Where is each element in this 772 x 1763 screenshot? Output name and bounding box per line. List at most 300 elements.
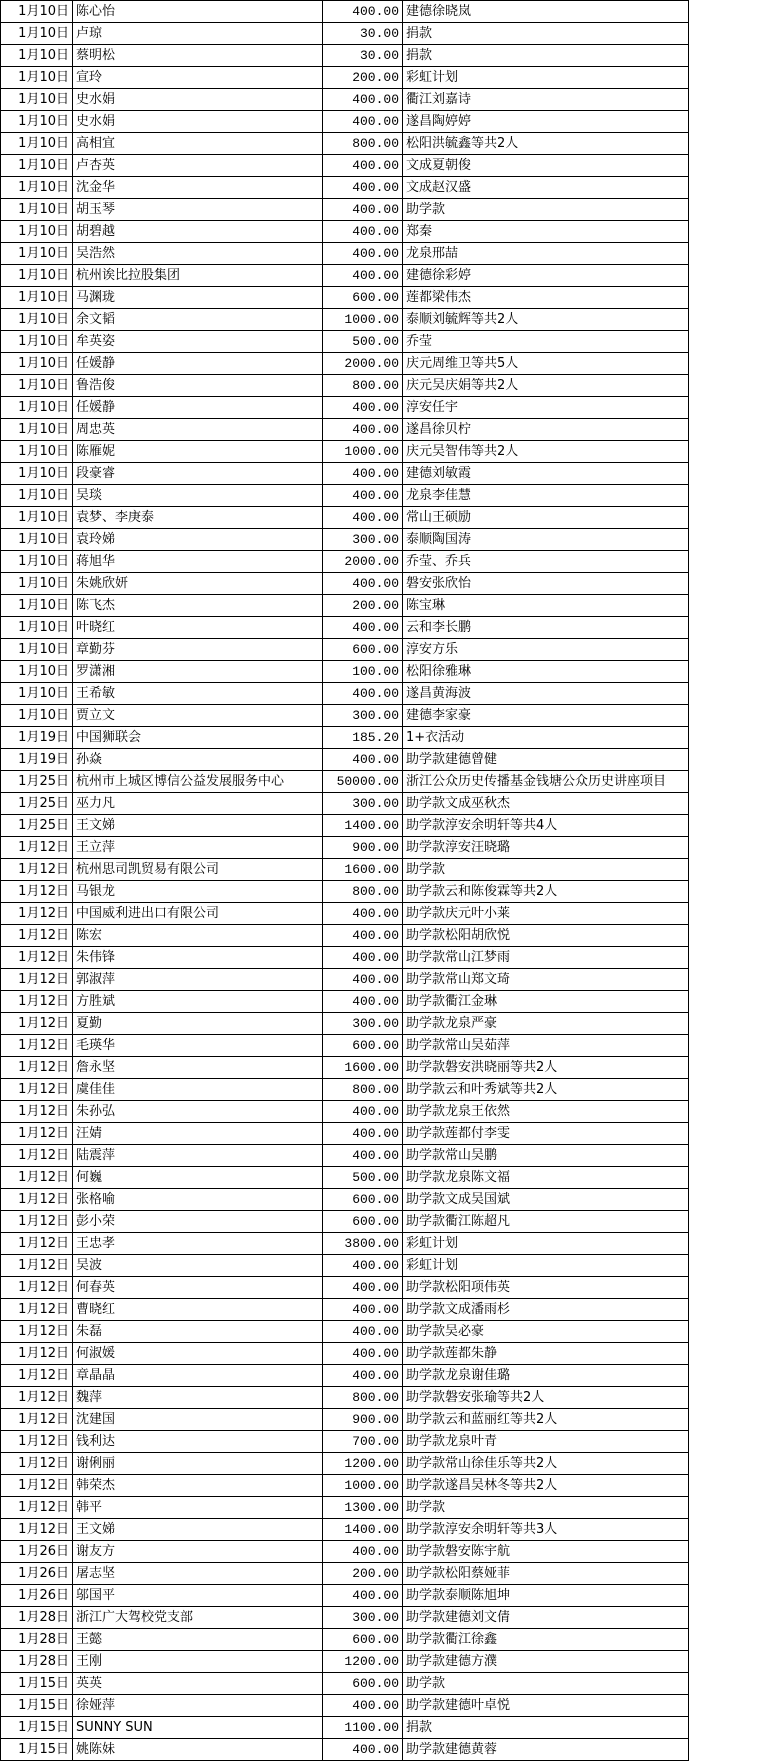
note-cell: 庆元周维卫等共5人 <box>403 353 689 375</box>
date-cell: 1月12日 <box>1 1211 73 1233</box>
date-cell: 1月10日 <box>1 67 73 89</box>
donor-name-cell: 朱伟锋 <box>73 947 323 969</box>
note-cell: 磐安张欣怡 <box>403 573 689 595</box>
date-cell: 1月10日 <box>1 397 73 419</box>
date-cell: 1月15日 <box>1 1673 73 1695</box>
note-cell: 庆元吴智伟等共2人 <box>403 441 689 463</box>
table-row <box>1 1211 689 1233</box>
amount-cell: 400.00 <box>323 155 403 177</box>
donor-name-cell: 陆震萍 <box>73 1145 323 1167</box>
table-row <box>1 507 689 529</box>
amount-cell: 500.00 <box>323 1167 403 1189</box>
table-row <box>1 1035 689 1057</box>
note-cell: 助学款衢江陈超凡 <box>403 1211 689 1233</box>
amount-cell: 300.00 <box>323 705 403 727</box>
note-cell: 莲都梁伟杰 <box>403 287 689 309</box>
amount-cell: 1400.00 <box>323 815 403 837</box>
date-cell: 1月12日 <box>1 1101 73 1123</box>
donor-name-cell: 宣玲 <box>73 67 323 89</box>
table-row <box>1 551 689 573</box>
table-row <box>1 1057 689 1079</box>
donor-name-cell: 魏萍 <box>73 1387 323 1409</box>
date-cell: 1月25日 <box>1 815 73 837</box>
amount-cell: 1000.00 <box>323 1475 403 1497</box>
donor-name-cell: 何淑媛 <box>73 1343 323 1365</box>
amount-cell: 400.00 <box>323 243 403 265</box>
donor-name-cell: 朱孙弘 <box>73 1101 323 1123</box>
donor-name-cell: 英英 <box>73 1673 323 1695</box>
table-row <box>1 397 689 419</box>
date-cell: 1月10日 <box>1 551 73 573</box>
table-row <box>1 727 689 749</box>
donor-name-cell: 马银龙 <box>73 881 323 903</box>
date-cell: 1月10日 <box>1 89 73 111</box>
amount-cell: 50000.00 <box>323 771 403 793</box>
table-row <box>1 419 689 441</box>
date-cell: 1月12日 <box>1 1409 73 1431</box>
note-cell: 龙泉邢喆 <box>403 243 689 265</box>
amount-cell: 400.00 <box>323 1255 403 1277</box>
table-row <box>1 1453 689 1475</box>
date-cell: 1月12日 <box>1 837 73 859</box>
note-cell: 助学款建德曾健 <box>403 749 689 771</box>
donor-name-cell: 马渊珑 <box>73 287 323 309</box>
donor-name-cell: 韩平 <box>73 1497 323 1519</box>
note-cell: 助学款 <box>403 199 689 221</box>
table-row <box>1 1123 689 1145</box>
date-cell: 1月10日 <box>1 155 73 177</box>
note-cell: 助学款衢江金琳 <box>403 991 689 1013</box>
donor-name-cell: SUNNY SUN <box>73 1717 323 1739</box>
date-cell: 1月10日 <box>1 529 73 551</box>
note-cell: 助学款云和蓝丽红等共2人 <box>403 1409 689 1431</box>
table-row <box>1 1695 689 1717</box>
amount-cell: 900.00 <box>323 1409 403 1431</box>
amount-cell: 400.00 <box>323 463 403 485</box>
amount-cell: 400.00 <box>323 199 403 221</box>
note-cell: 彩虹计划 <box>403 67 689 89</box>
donor-name-cell: 陈心怡 <box>73 1 323 23</box>
note-cell: 助学款庆元叶小莱 <box>403 903 689 925</box>
donor-name-cell: 杭州思司凯贸易有限公司 <box>73 859 323 881</box>
table-row <box>1 133 689 155</box>
date-cell: 1月10日 <box>1 177 73 199</box>
amount-cell: 400.00 <box>323 1343 403 1365</box>
donor-name-cell: 中国威利进出口有限公司 <box>73 903 323 925</box>
donation-table-body <box>1 1 689 1761</box>
donor-name-cell: 孙焱 <box>73 749 323 771</box>
table-row <box>1 595 689 617</box>
note-cell: 助学款淳安余明轩等共4人 <box>403 815 689 837</box>
amount-cell: 300.00 <box>323 529 403 551</box>
date-cell: 1月12日 <box>1 903 73 925</box>
donor-name-cell: 郭淑萍 <box>73 969 323 991</box>
date-cell: 1月12日 <box>1 947 73 969</box>
donor-name-cell: 卢杏英 <box>73 155 323 177</box>
date-cell: 1月10日 <box>1 221 73 243</box>
donor-name-cell: 王希敏 <box>73 683 323 705</box>
date-cell: 1月10日 <box>1 683 73 705</box>
amount-cell: 400.00 <box>323 397 403 419</box>
table-row <box>1 1673 689 1695</box>
note-cell: 助学款云和叶秀斌等共2人 <box>403 1079 689 1101</box>
amount-cell: 800.00 <box>323 881 403 903</box>
date-cell: 1月19日 <box>1 727 73 749</box>
date-cell: 1月26日 <box>1 1541 73 1563</box>
amount-cell: 600.00 <box>323 1629 403 1651</box>
amount-cell: 700.00 <box>323 1431 403 1453</box>
table-row <box>1 89 689 111</box>
note-cell: 文成赵汉盛 <box>403 177 689 199</box>
note-cell: 浙江公众历史传播基金钱塘公众历史讲座项目 <box>403 771 689 793</box>
table-row <box>1 1739 689 1761</box>
note-cell: 助学款磐安洪晓丽等共2人 <box>403 1057 689 1079</box>
date-cell: 1月10日 <box>1 617 73 639</box>
table-row <box>1 1475 689 1497</box>
note-cell: 彩虹计划 <box>403 1233 689 1255</box>
table-row <box>1 925 689 947</box>
date-cell: 1月10日 <box>1 441 73 463</box>
note-cell: 助学款淳安汪晓璐 <box>403 837 689 859</box>
date-cell: 1月10日 <box>1 23 73 45</box>
date-cell: 1月10日 <box>1 463 73 485</box>
amount-cell: 1600.00 <box>323 859 403 881</box>
donor-name-cell: 徐娅萍 <box>73 1695 323 1717</box>
date-cell: 1月12日 <box>1 1035 73 1057</box>
amount-cell: 500.00 <box>323 331 403 353</box>
table-row <box>1 1387 689 1409</box>
table-row <box>1 375 689 397</box>
note-cell: 建德徐晓岚 <box>403 1 689 23</box>
note-cell: 助学款吴必豪 <box>403 1321 689 1343</box>
table-row <box>1 45 689 67</box>
date-cell: 1月10日 <box>1 573 73 595</box>
table-row <box>1 573 689 595</box>
note-cell: 助学款云和陈俊霖等共2人 <box>403 881 689 903</box>
donor-name-cell: 陈飞杰 <box>73 595 323 617</box>
table-row <box>1 155 689 177</box>
table-row <box>1 1145 689 1167</box>
amount-cell: 400.00 <box>323 1739 403 1761</box>
note-cell: 助学款龙泉严豪 <box>403 1013 689 1035</box>
amount-cell: 2000.00 <box>323 353 403 375</box>
amount-cell: 200.00 <box>323 1563 403 1585</box>
note-cell: 建德徐彩婷 <box>403 265 689 287</box>
date-cell: 1月12日 <box>1 1475 73 1497</box>
donor-name-cell: 屠志坚 <box>73 1563 323 1585</box>
note-cell: 庆元吴庆娟等共2人 <box>403 375 689 397</box>
amount-cell: 800.00 <box>323 133 403 155</box>
date-cell: 1月12日 <box>1 1013 73 1035</box>
amount-cell: 600.00 <box>323 287 403 309</box>
donor-name-cell: 吴波 <box>73 1255 323 1277</box>
donor-name-cell: 沈金华 <box>73 177 323 199</box>
amount-cell: 600.00 <box>323 1035 403 1057</box>
donor-name-cell: 谢友方 <box>73 1541 323 1563</box>
note-cell: 助学款常山江梦雨 <box>403 947 689 969</box>
date-cell: 1月10日 <box>1 309 73 331</box>
date-cell: 1月10日 <box>1 639 73 661</box>
date-cell: 1月12日 <box>1 1057 73 1079</box>
donor-name-cell: 詹永坚 <box>73 1057 323 1079</box>
table-row <box>1 705 689 727</box>
note-cell: 助学款松阳胡欣悦 <box>403 925 689 947</box>
donor-name-cell: 王文娣 <box>73 1519 323 1541</box>
donor-name-cell: 蔡明松 <box>73 45 323 67</box>
date-cell: 1月12日 <box>1 859 73 881</box>
amount-cell: 600.00 <box>323 1211 403 1233</box>
date-cell: 1月10日 <box>1 353 73 375</box>
amount-cell: 400.00 <box>323 947 403 969</box>
date-cell: 1月12日 <box>1 1277 73 1299</box>
date-cell: 1月12日 <box>1 1123 73 1145</box>
date-cell: 1月12日 <box>1 1387 73 1409</box>
donor-name-cell: 谢俐丽 <box>73 1453 323 1475</box>
amount-cell: 400.00 <box>323 177 403 199</box>
note-cell: 助学款 <box>403 1497 689 1519</box>
amount-cell: 400.00 <box>323 925 403 947</box>
note-cell: 泰顺刘毓辉等共2人 <box>403 309 689 331</box>
amount-cell: 1600.00 <box>323 1057 403 1079</box>
donor-name-cell: 何巍 <box>73 1167 323 1189</box>
amount-cell: 800.00 <box>323 375 403 397</box>
date-cell: 1月10日 <box>1 331 73 353</box>
date-cell: 1月10日 <box>1 419 73 441</box>
date-cell: 1月12日 <box>1 881 73 903</box>
table-row <box>1 309 689 331</box>
note-cell: 助学款龙泉王依然 <box>403 1101 689 1123</box>
date-cell: 1月10日 <box>1 199 73 221</box>
date-cell: 1月12日 <box>1 991 73 1013</box>
date-cell: 1月15日 <box>1 1695 73 1717</box>
note-cell: 助学款常山郑文琦 <box>403 969 689 991</box>
date-cell: 1月19日 <box>1 749 73 771</box>
date-cell: 1月10日 <box>1 705 73 727</box>
date-cell: 1月28日 <box>1 1629 73 1651</box>
table-row <box>1 1013 689 1035</box>
donor-name-cell: 胡玉琴 <box>73 199 323 221</box>
note-cell: 助学款建德方濮 <box>403 1651 689 1673</box>
table-row <box>1 1 689 23</box>
date-cell: 1月10日 <box>1 243 73 265</box>
note-cell: 泰顺陶国涛 <box>403 529 689 551</box>
table-row <box>1 1233 689 1255</box>
note-cell: 衢江刘嘉诗 <box>403 89 689 111</box>
donor-name-cell: 钱利达 <box>73 1431 323 1453</box>
amount-cell: 400.00 <box>323 265 403 287</box>
donor-name-cell: 余文韬 <box>73 309 323 331</box>
note-cell: 助学款松阳项伟英 <box>403 1277 689 1299</box>
table-row <box>1 1607 689 1629</box>
amount-cell: 2000.00 <box>323 551 403 573</box>
donor-name-cell: 叶晓红 <box>73 617 323 639</box>
note-cell: 助学款遂昌吴林冬等共2人 <box>403 1475 689 1497</box>
table-row <box>1 353 689 375</box>
date-cell: 1月10日 <box>1 595 73 617</box>
date-cell: 1月12日 <box>1 1189 73 1211</box>
note-cell: 助学款文成巫秋杰 <box>403 793 689 815</box>
amount-cell: 1300.00 <box>323 1497 403 1519</box>
donor-name-cell: 沈建国 <box>73 1409 323 1431</box>
note-cell: 云和李长鹏 <box>403 617 689 639</box>
note-cell: 遂昌徐贝柠 <box>403 419 689 441</box>
date-cell: 1月12日 <box>1 925 73 947</box>
note-cell: 助学款建德叶卓悦 <box>403 1695 689 1717</box>
date-cell: 1月12日 <box>1 1321 73 1343</box>
amount-cell: 900.00 <box>323 837 403 859</box>
amount-cell: 400.00 <box>323 991 403 1013</box>
note-cell: 助学款泰顺陈旭坤 <box>403 1585 689 1607</box>
note-cell: 助学款磐安张瑜等共2人 <box>403 1387 689 1409</box>
date-cell: 1月12日 <box>1 1453 73 1475</box>
table-row <box>1 23 689 45</box>
date-cell: 1月15日 <box>1 1717 73 1739</box>
note-cell: 松阳徐雅琳 <box>403 661 689 683</box>
table-row <box>1 1365 689 1387</box>
table-row <box>1 1255 689 1277</box>
note-cell: 捐款 <box>403 45 689 67</box>
table-row <box>1 683 689 705</box>
note-cell: 助学款建德刘文倩 <box>403 1607 689 1629</box>
amount-cell: 400.00 <box>323 969 403 991</box>
note-cell: 助学款龙泉谢佳璐 <box>403 1365 689 1387</box>
amount-cell: 1000.00 <box>323 441 403 463</box>
note-cell: 助学款莲都付李雯 <box>403 1123 689 1145</box>
note-cell: 龙泉李佳慧 <box>403 485 689 507</box>
donor-name-cell: 吴琰 <box>73 485 323 507</box>
donor-name-cell: 史水娟 <box>73 89 323 111</box>
amount-cell: 400.00 <box>323 1 403 23</box>
date-cell: 1月12日 <box>1 1497 73 1519</box>
amount-cell: 400.00 <box>323 1277 403 1299</box>
date-cell: 1月12日 <box>1 1431 73 1453</box>
amount-cell: 400.00 <box>323 903 403 925</box>
amount-cell: 200.00 <box>323 67 403 89</box>
donor-name-cell: 章晶晶 <box>73 1365 323 1387</box>
donor-name-cell: 曹晓红 <box>73 1299 323 1321</box>
table-row <box>1 199 689 221</box>
amount-cell: 600.00 <box>323 639 403 661</box>
donor-name-cell: 袁梦、李庚泰 <box>73 507 323 529</box>
note-cell: 助学款松阳蔡娅菲 <box>403 1563 689 1585</box>
date-cell: 1月15日 <box>1 1739 73 1761</box>
amount-cell: 185.20 <box>323 727 403 749</box>
table-row <box>1 1629 689 1651</box>
donor-name-cell: 陈宏 <box>73 925 323 947</box>
date-cell: 1月26日 <box>1 1563 73 1585</box>
date-cell: 1月10日 <box>1 265 73 287</box>
note-cell: 助学款龙泉陈文福 <box>403 1167 689 1189</box>
amount-cell: 200.00 <box>323 595 403 617</box>
donor-name-cell: 陈雁妮 <box>73 441 323 463</box>
table-row <box>1 1651 689 1673</box>
donor-name-cell: 贾立文 <box>73 705 323 727</box>
amount-cell: 1200.00 <box>323 1651 403 1673</box>
note-cell: 郑秦 <box>403 221 689 243</box>
note-cell: 捐款 <box>403 1717 689 1739</box>
amount-cell: 400.00 <box>323 1145 403 1167</box>
amount-cell: 400.00 <box>323 1695 403 1717</box>
donor-name-cell: 汪婧 <box>73 1123 323 1145</box>
note-cell: 助学款莲都朱静 <box>403 1343 689 1365</box>
table-row <box>1 1563 689 1585</box>
note-cell: 助学款 <box>403 1673 689 1695</box>
table-row <box>1 287 689 309</box>
date-cell: 1月10日 <box>1 133 73 155</box>
table-row <box>1 969 689 991</box>
date-cell: 1月10日 <box>1 111 73 133</box>
table-row <box>1 331 689 353</box>
date-cell: 1月12日 <box>1 1365 73 1387</box>
amount-cell: 300.00 <box>323 1607 403 1629</box>
date-cell: 1月10日 <box>1 287 73 309</box>
table-row <box>1 67 689 89</box>
donor-name-cell: 邬国平 <box>73 1585 323 1607</box>
date-cell: 1月12日 <box>1 1233 73 1255</box>
table-row <box>1 947 689 969</box>
note-cell: 乔莹 <box>403 331 689 353</box>
donor-name-cell: 何春英 <box>73 1277 323 1299</box>
amount-cell: 400.00 <box>323 89 403 111</box>
amount-cell: 600.00 <box>323 1189 403 1211</box>
donor-name-cell: 方胜斌 <box>73 991 323 1013</box>
table-row <box>1 1343 689 1365</box>
donor-name-cell: 胡碧越 <box>73 221 323 243</box>
note-cell: 淳安方乐 <box>403 639 689 661</box>
note-cell: 助学款常山徐佳乐等共2人 <box>403 1453 689 1475</box>
date-cell: 1月28日 <box>1 1651 73 1673</box>
table-row <box>1 991 689 1013</box>
note-cell: 助学款淳安余明轩等共3人 <box>403 1519 689 1541</box>
note-cell: 松阳洪毓鑫等共2人 <box>403 133 689 155</box>
note-cell: 助学款常山吴鹏 <box>403 1145 689 1167</box>
amount-cell: 400.00 <box>323 485 403 507</box>
date-cell: 1月10日 <box>1 485 73 507</box>
date-cell: 1月12日 <box>1 1343 73 1365</box>
donor-name-cell: 浙江广大驾校党支部 <box>73 1607 323 1629</box>
date-cell: 1月12日 <box>1 1519 73 1541</box>
amount-cell: 1400.00 <box>323 1519 403 1541</box>
amount-cell: 600.00 <box>323 1673 403 1695</box>
note-cell: 遂昌陶婷婷 <box>403 111 689 133</box>
amount-cell: 400.00 <box>323 749 403 771</box>
donor-name-cell: 朱姚欣妍 <box>73 573 323 595</box>
table-row <box>1 639 689 661</box>
note-cell: 捐款 <box>403 23 689 45</box>
note-cell: 1+衣活动 <box>403 727 689 749</box>
donor-name-cell: 袁玲娣 <box>73 529 323 551</box>
note-cell: 助学款文成吴国斌 <box>403 1189 689 1211</box>
date-cell: 1月12日 <box>1 1299 73 1321</box>
table-row <box>1 815 689 837</box>
donor-name-cell: 张格喻 <box>73 1189 323 1211</box>
donor-name-cell: 姚陈妹 <box>73 1739 323 1761</box>
amount-cell: 400.00 <box>323 507 403 529</box>
date-cell: 1月10日 <box>1 45 73 67</box>
note-cell: 建德刘敏霞 <box>403 463 689 485</box>
date-cell: 1月28日 <box>1 1607 73 1629</box>
note-cell: 遂昌黄海波 <box>403 683 689 705</box>
table-row <box>1 749 689 771</box>
amount-cell: 30.00 <box>323 23 403 45</box>
amount-cell: 1000.00 <box>323 309 403 331</box>
table-row <box>1 1717 689 1739</box>
table-row <box>1 1167 689 1189</box>
date-cell: 1月10日 <box>1 375 73 397</box>
donor-name-cell: 王文娣 <box>73 815 323 837</box>
amount-cell: 400.00 <box>323 1299 403 1321</box>
table-row <box>1 265 689 287</box>
